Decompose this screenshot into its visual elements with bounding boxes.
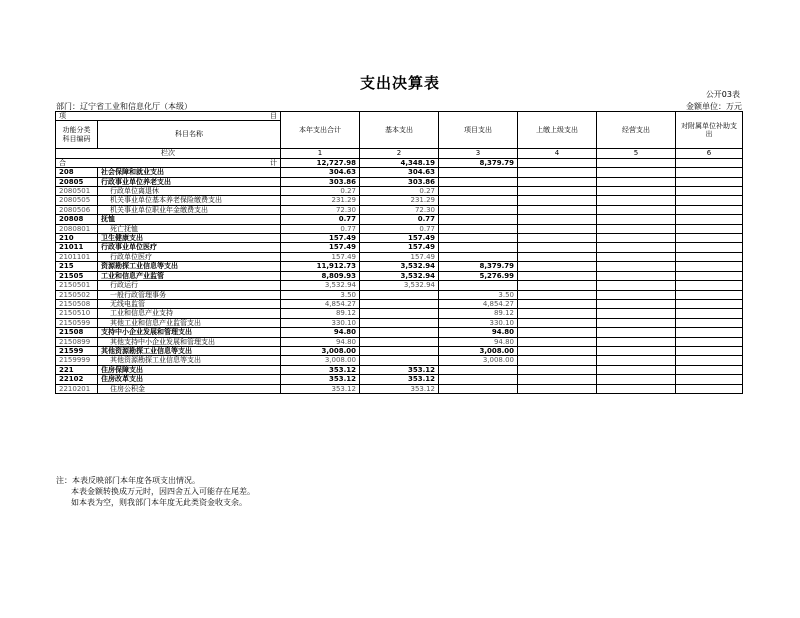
note-1: 注：本表反映部门本年度各项支出情况。	[56, 476, 200, 485]
col4-header: 上缴上级支出	[518, 112, 597, 149]
row-operating	[597, 252, 676, 261]
row-code: 2150599	[56, 318, 98, 327]
row-name: 工业和信息产业支持	[98, 309, 281, 318]
note-3: 如本表为空，则我部门本年度无此类资金收支余。	[71, 498, 247, 507]
row-code: 21508	[56, 328, 98, 337]
row-project: 3.50	[439, 290, 518, 299]
row-subsidy	[676, 205, 743, 214]
total-col1: 12,727.98	[281, 158, 360, 167]
row-upper	[518, 224, 597, 233]
row-upper	[518, 196, 597, 205]
row-code: 2080506	[56, 205, 98, 214]
row-subsidy	[676, 290, 743, 299]
row-project	[439, 168, 518, 177]
row-subsidy	[676, 243, 743, 252]
row-subsidy	[676, 234, 743, 243]
row-project	[439, 384, 518, 393]
table-row	[56, 168, 743, 177]
item-header-right: 目	[270, 112, 277, 120]
row-total: 231.29	[281, 196, 360, 205]
row-project	[439, 187, 518, 196]
row-upper	[518, 215, 597, 224]
row-name: 其他资源勘探工业信息等支出	[98, 356, 281, 365]
row-project	[439, 177, 518, 186]
row-basic: 231.29	[360, 196, 439, 205]
row-total: 303.86	[281, 177, 360, 186]
row-basic	[360, 299, 439, 308]
row-upper	[518, 337, 597, 346]
row-basic: 353.12	[360, 384, 439, 393]
row-total: 94.80	[281, 337, 360, 346]
row-basic: 3,532.94	[360, 281, 439, 290]
row-total: 353.12	[281, 375, 360, 384]
row-name: 住房公积金	[98, 384, 281, 393]
row-project	[439, 224, 518, 233]
row-subsidy	[676, 309, 743, 318]
row-total: 157.49	[281, 234, 360, 243]
row-name: 抚恤	[98, 215, 281, 224]
row-operating	[597, 215, 676, 224]
row-project	[439, 196, 518, 205]
row-upper	[518, 375, 597, 384]
row-subsidy	[676, 337, 743, 346]
row-project: 330.10	[439, 318, 518, 327]
total-label-right: 计	[270, 158, 277, 167]
row-total: 72.30	[281, 205, 360, 214]
table-row	[56, 337, 743, 346]
column-index-label: 栏次	[56, 149, 281, 158]
row-basic	[360, 328, 439, 337]
row-code: 20808	[56, 215, 98, 224]
row-name: 其他支持中小企业发展和管理支出	[98, 337, 281, 346]
row-basic: 72.30	[360, 205, 439, 214]
row-code: 2150510	[56, 309, 98, 318]
row-name: 资源勘探工业信息等支出	[98, 262, 281, 271]
notes	[56, 475, 255, 508]
column-index-2: 2	[360, 149, 439, 158]
row-basic: 3,532.94	[360, 271, 439, 280]
row-subsidy	[676, 177, 743, 186]
row-basic	[360, 290, 439, 299]
table-row	[56, 309, 743, 318]
row-upper	[518, 384, 597, 393]
total-label-cell	[56, 158, 281, 167]
row-operating	[597, 271, 676, 280]
row-name: 住房改革支出	[98, 375, 281, 384]
row-name: 住房保障支出	[98, 365, 281, 374]
row-basic: 303.86	[360, 177, 439, 186]
table-row	[56, 243, 743, 252]
row-code: 208	[56, 168, 98, 177]
row-code: 215	[56, 262, 98, 271]
row-upper	[518, 356, 597, 365]
page-title: 支出决算表	[359, 74, 440, 92]
total-col3: 8,379.79	[439, 158, 518, 167]
row-code: 2150501	[56, 281, 98, 290]
row-operating	[597, 290, 676, 299]
table-row	[56, 281, 743, 290]
row-subsidy	[676, 384, 743, 393]
row-subsidy	[676, 215, 743, 224]
row-code: 2150508	[56, 299, 98, 308]
row-operating	[597, 168, 676, 177]
total-label-left: 合	[59, 158, 66, 167]
row-project: 94.80	[439, 337, 518, 346]
row-total: 11,912.73	[281, 262, 360, 271]
expenditure-table	[55, 111, 743, 394]
row-operating	[597, 356, 676, 365]
row-upper	[518, 205, 597, 214]
row-upper	[518, 365, 597, 374]
row-name: 社会保障和就业支出	[98, 168, 281, 177]
row-basic	[360, 337, 439, 346]
total-col2: 4,348.19	[360, 158, 439, 167]
row-code: 221	[56, 365, 98, 374]
row-basic: 157.49	[360, 234, 439, 243]
row-basic: 0.27	[360, 187, 439, 196]
row-upper	[518, 290, 597, 299]
row-name: 行政单位医疗	[98, 252, 281, 261]
row-name: 其他工业和信息产业监管支出	[98, 318, 281, 327]
table-row	[56, 290, 743, 299]
row-subsidy	[676, 346, 743, 355]
row-basic	[360, 309, 439, 318]
row-operating	[597, 346, 676, 355]
code-header: 功能分类 科目编码	[56, 121, 98, 149]
row-project: 89.12	[439, 309, 518, 318]
row-project	[439, 243, 518, 252]
row-upper	[518, 252, 597, 261]
row-total: 330.10	[281, 318, 360, 327]
row-total: 157.49	[281, 252, 360, 261]
row-project	[439, 365, 518, 374]
note-2: 本表金额转换成万元时，因四舍五入可能存在尾差。	[71, 487, 255, 496]
row-project: 8,379.79	[439, 262, 518, 271]
row-project	[439, 234, 518, 243]
row-name: 行政运行	[98, 281, 281, 290]
header-row-item	[56, 112, 743, 121]
row-code: 21599	[56, 346, 98, 355]
table-row	[56, 224, 743, 233]
row-operating	[597, 309, 676, 318]
row-name: 一般行政管理事务	[98, 290, 281, 299]
row-basic	[360, 356, 439, 365]
row-basic	[360, 346, 439, 355]
col2-header: 基本支出	[360, 112, 439, 149]
row-operating	[597, 262, 676, 271]
row-total: 89.12	[281, 309, 360, 318]
row-upper	[518, 177, 597, 186]
row-subsidy	[676, 356, 743, 365]
column-index-4: 4	[518, 149, 597, 158]
table-row	[56, 271, 743, 280]
column-index-row	[56, 149, 743, 158]
item-header-cell	[56, 112, 281, 121]
row-operating	[597, 205, 676, 214]
row-basic: 0.77	[360, 224, 439, 233]
row-subsidy	[676, 328, 743, 337]
row-code: 2150502	[56, 290, 98, 299]
table-row	[56, 234, 743, 243]
table-row	[56, 356, 743, 365]
table-row	[56, 375, 743, 384]
row-total: 157.49	[281, 243, 360, 252]
row-code: 2150899	[56, 337, 98, 346]
table-row	[56, 196, 743, 205]
row-project	[439, 281, 518, 290]
row-upper	[518, 309, 597, 318]
table-row	[56, 205, 743, 214]
row-total: 0.27	[281, 187, 360, 196]
total-col6	[676, 158, 743, 167]
row-operating	[597, 328, 676, 337]
column-index-1: 1	[281, 149, 360, 158]
table-row	[56, 215, 743, 224]
row-name: 卫生健康支出	[98, 234, 281, 243]
row-subsidy	[676, 252, 743, 261]
row-subsidy	[676, 375, 743, 384]
name-header: 科目名称	[98, 121, 281, 149]
row-code: 210	[56, 234, 98, 243]
row-subsidy	[676, 318, 743, 327]
unit-label: 金额单位：万元	[686, 102, 742, 111]
col6-header: 对附属单位补助支出	[676, 112, 743, 149]
row-name: 行政单位离退休	[98, 187, 281, 196]
table-row	[56, 328, 743, 337]
row-code: 20805	[56, 177, 98, 186]
row-operating	[597, 375, 676, 384]
row-upper	[518, 346, 597, 355]
row-basic: 3,532.94	[360, 262, 439, 271]
department-label: 部门：辽宁省工业和信息化厅（本级）	[56, 102, 192, 111]
row-operating	[597, 234, 676, 243]
row-subsidy	[676, 168, 743, 177]
row-operating	[597, 365, 676, 374]
table-row	[56, 187, 743, 196]
row-total: 8,809.93	[281, 271, 360, 280]
row-basic: 353.12	[360, 375, 439, 384]
row-operating	[597, 281, 676, 290]
table-row	[56, 262, 743, 271]
row-upper	[518, 318, 597, 327]
row-basic	[360, 318, 439, 327]
row-subsidy	[676, 281, 743, 290]
column-index-5: 5	[597, 149, 676, 158]
row-operating	[597, 384, 676, 393]
row-total: 4,854.27	[281, 299, 360, 308]
row-project	[439, 205, 518, 214]
row-subsidy	[676, 187, 743, 196]
row-basic: 304.63	[360, 168, 439, 177]
row-operating	[597, 224, 676, 233]
row-basic: 157.49	[360, 252, 439, 261]
form-id: 公开03表	[705, 90, 740, 99]
row-project: 3,008.00	[439, 356, 518, 365]
row-name: 行政事业单位养老支出	[98, 177, 281, 186]
row-operating	[597, 243, 676, 252]
table-row	[56, 318, 743, 327]
table-row	[56, 365, 743, 374]
col1-header: 本年支出合计	[281, 112, 360, 149]
row-basic: 353.12	[360, 365, 439, 374]
row-upper	[518, 243, 597, 252]
table-row	[56, 384, 743, 393]
row-upper	[518, 271, 597, 280]
row-subsidy	[676, 224, 743, 233]
row-upper	[518, 328, 597, 337]
row-code: 2080505	[56, 196, 98, 205]
table-row	[56, 252, 743, 261]
row-basic: 157.49	[360, 243, 439, 252]
row-upper	[518, 299, 597, 308]
row-total: 3,532.94	[281, 281, 360, 290]
column-index-3: 3	[439, 149, 518, 158]
row-total: 94.80	[281, 328, 360, 337]
row-code: 2210201	[56, 384, 98, 393]
row-upper	[518, 262, 597, 271]
row-upper	[518, 168, 597, 177]
row-project	[439, 215, 518, 224]
col3-header: 项目支出	[439, 112, 518, 149]
row-code: 2159999	[56, 356, 98, 365]
row-total: 0.77	[281, 215, 360, 224]
row-total: 0.77	[281, 224, 360, 233]
row-name: 机关事业单位基本养老保险缴费支出	[98, 196, 281, 205]
table-row	[56, 299, 743, 308]
total-col5	[597, 158, 676, 167]
row-upper	[518, 187, 597, 196]
row-subsidy	[676, 271, 743, 280]
table-row	[56, 346, 743, 355]
row-upper	[518, 281, 597, 290]
table-row	[56, 177, 743, 186]
row-upper	[518, 234, 597, 243]
row-name: 其他资源勘探工业信息等支出	[98, 346, 281, 355]
row-subsidy	[676, 262, 743, 271]
row-subsidy	[676, 196, 743, 205]
row-subsidy	[676, 299, 743, 308]
row-code: 22102	[56, 375, 98, 384]
row-code: 2080801	[56, 224, 98, 233]
row-operating	[597, 299, 676, 308]
total-col4	[518, 158, 597, 167]
row-total: 3,008.00	[281, 356, 360, 365]
row-operating	[597, 337, 676, 346]
total-row	[56, 158, 743, 167]
row-operating	[597, 177, 676, 186]
row-project: 94.80	[439, 328, 518, 337]
row-name: 行政事业单位医疗	[98, 243, 281, 252]
row-project	[439, 252, 518, 261]
item-header-left: 项	[59, 112, 66, 120]
col5-header: 经营支出	[597, 112, 676, 149]
row-total: 353.12	[281, 384, 360, 393]
row-project: 4,854.27	[439, 299, 518, 308]
row-project: 5,276.99	[439, 271, 518, 280]
column-index-6: 6	[676, 149, 743, 158]
row-code: 21505	[56, 271, 98, 280]
row-name: 无线电监管	[98, 299, 281, 308]
row-project: 3,008.00	[439, 346, 518, 355]
row-project	[439, 375, 518, 384]
row-name: 机关事业单位职业年金缴费支出	[98, 205, 281, 214]
row-code: 2101101	[56, 252, 98, 261]
row-name: 工业和信息产业监管	[98, 271, 281, 280]
row-operating	[597, 196, 676, 205]
row-code: 2080501	[56, 187, 98, 196]
row-total: 3,008.00	[281, 346, 360, 355]
row-code: 21011	[56, 243, 98, 252]
row-name: 死亡抚恤	[98, 224, 281, 233]
row-basic: 0.77	[360, 215, 439, 224]
row-subsidy	[676, 365, 743, 374]
row-total: 353.12	[281, 365, 360, 374]
row-total: 3.50	[281, 290, 360, 299]
row-operating	[597, 318, 676, 327]
row-total: 304.63	[281, 168, 360, 177]
row-operating	[597, 187, 676, 196]
row-name: 支持中小企业发展和管理支出	[98, 328, 281, 337]
